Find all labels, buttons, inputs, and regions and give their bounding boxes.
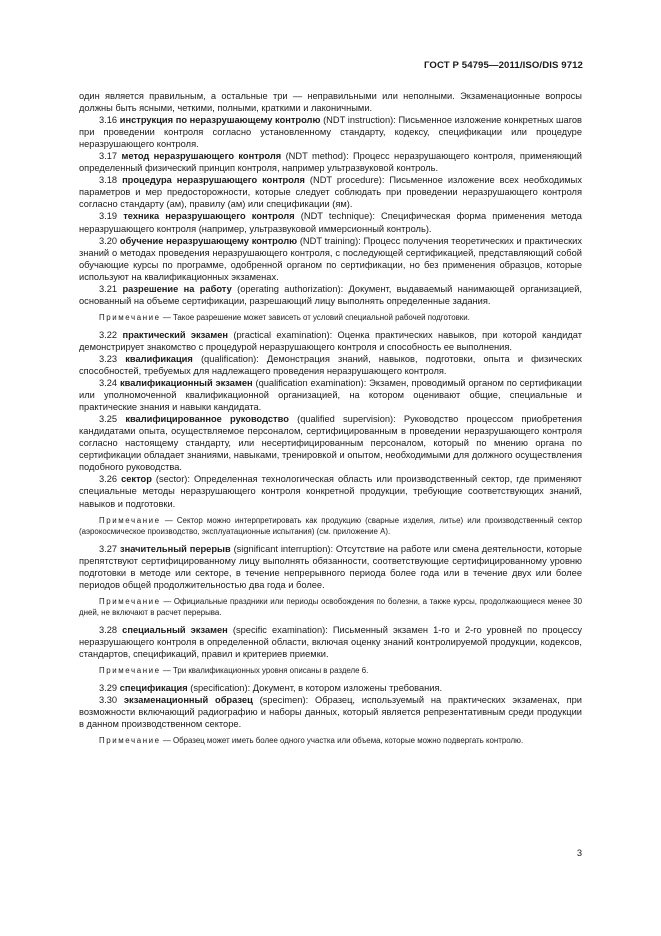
definition-3-22 <box>79 329 582 353</box>
clause-number: 3.23 <box>99 353 118 364</box>
definition-3-24 <box>79 377 582 413</box>
definition-text: (specification): Документ, в котором изложены требования. <box>190 682 443 693</box>
document-body <box>79 90 582 752</box>
definition-text: (qualified supervision): Руководство процессом приобретения кандидатами опыта, осуществляемое персоналом, сертифицированным в проведении неразрушающего контроля согласно настоящему стандарту, или несертифицированным персоналом, который по мнению органа по сертификации обладает знаниями, навыками, тренировкой и опытом, необходимыми для должного осуществления подобного руководства. <box>79 414 582 473</box>
definition-3-25 <box>79 413 582 473</box>
term: квалификация <box>125 353 193 364</box>
note-text: — Официальные праздники или периоды освобождения по болезни, а также курсы, продолжающиеся менее 30 дней, не включают в расчет перерыва. <box>79 596 582 617</box>
note-text: — Такое разрешение может зависеть от условий специальной рабочей подготовки. <box>162 312 470 322</box>
term: метод неразрушающего контроля <box>121 151 282 162</box>
term: техника неразрушающего контроля <box>123 211 295 222</box>
definition-text: (sector): Определенная технологическая область или производственный сектор, где применяют специальные методы неразрушающего контроля конкретной продукции, требующие соответствующих знаний, навыков и подготовки. <box>79 474 582 509</box>
definition-text: (specific examination): Письменный экзамен 1-го и 2-го уровней по процессу неразрушающего контроля в определенной области, включая оценку знаний контролируемой продукции, кодексов, стандартов, спецификаций, правил и критериев приемки. <box>79 624 583 659</box>
clause-number: 3.24 <box>99 378 118 389</box>
term: экзаменационный образец <box>123 694 253 705</box>
definition-text: (NDT procedure): Письменное изложение всех необходимых параметров и мер предосторожности, которые следует соблюдать при проведении неразрушающего контроля согласно стандарту (ам), правилу (ам) или спецификации (ям). <box>79 175 582 210</box>
clause-number: 3.16 <box>99 115 118 126</box>
note <box>79 312 582 323</box>
definition-3-29 <box>79 682 582 694</box>
definition-text: один является правильным, а остальные три — неправильными или неполными. Экзаменационные вопросы должны быть ясными, четкими, полными, краткими и лаконичными. <box>79 91 582 114</box>
note <box>79 735 582 746</box>
definition-text: (specimen): Образец, используемый на практических экзаменах, при возможности включающий радиографию и наборы данных, который является репрезентативным среди продукции в данном производственном секторе. <box>79 694 582 730</box>
term: инструкция по неразрушающему контролю <box>119 115 321 126</box>
definition-3-20 <box>79 235 582 283</box>
term: спецификация <box>119 682 188 693</box>
term: квалификационный экзамен <box>119 378 253 389</box>
note-text: — Три квалификационных уровня описаны в разделе 6. <box>162 665 369 675</box>
clause-number: 3.29 <box>99 682 118 693</box>
definition-3-18 <box>79 174 582 210</box>
clause-number: 3.18 <box>99 175 118 186</box>
clause-number: 3.21 <box>99 283 118 294</box>
definition-3-27 <box>79 543 582 591</box>
note <box>79 596 582 618</box>
definition-3-26 <box>79 473 582 509</box>
clause-number: 3.25 <box>99 414 118 425</box>
definition-text: (qualification examination): Экзамен, проводимый органом по сертификации или уполномоченной квалификационной организацией, на котором оценивают общие, специальные и практические знания и навыки кандидата. <box>79 378 582 413</box>
definition-text: (qualification): Демонстрация знаний, навыков, подготовки, опыта и физических способностей, требуемых для надлежащего проведения неразрушающего контроля. <box>79 353 582 376</box>
note-label: Примечание <box>99 665 161 675</box>
term: квалифицированное руководство <box>125 414 289 425</box>
definition-3-19 <box>79 210 582 234</box>
definition-text: (significant interruption): Отсутствие на работе или смена деятельности, которые препятствуют сертифицированному лицу выполнять обязанности, соответствующие сертифицированному уровню подготовки в методе или секторе, в течение непрерывного периода более года или в течение двух или более периодов общей продолжительностью два года и более. <box>79 543 582 590</box>
clause-number: 3.22 <box>99 329 118 340</box>
term: специальный экзамен <box>122 624 228 635</box>
note-label: Примечание <box>99 736 161 746</box>
clause-number: 3.17 <box>99 151 118 162</box>
definition-3-30 <box>79 694 582 730</box>
definition-3-28 <box>79 624 582 660</box>
note <box>79 665 582 676</box>
term: процедура неразрушающего контроля <box>122 175 305 186</box>
clause-number: 3.26 <box>99 474 118 485</box>
note-label: Примечание <box>99 312 161 322</box>
note-label: Примечание <box>99 515 161 525</box>
definition-3-17 <box>79 150 582 174</box>
term: значительный перерыв <box>119 543 231 554</box>
definition-3-16 <box>79 114 582 150</box>
definition-3-23 <box>79 353 582 377</box>
page-number: 3 <box>576 848 582 858</box>
term: разрешение на работу <box>122 283 232 294</box>
note-label: Примечание <box>99 596 161 606</box>
definition-text: (NDT training): Процесс получения теоретических и практических знаний о методах проведения неразрушающего контроля, с последующей сертификацией, представляющий собой обучающие курсы по программе, одобренной органом по сертификации, но без применения образцов, которые используют на квалификационных экзаменах. <box>79 235 583 282</box>
note <box>79 515 582 537</box>
clause-number: 3.20 <box>99 235 118 246</box>
note-text: — Образец может иметь более одного участка или объема, которые можно подвергать контролю. <box>162 736 524 746</box>
definition-text: (NDT method): Процесс неразрушающего контроля, применяющий определенный физический принцип контроля, например ультразвуковой контроль. <box>79 151 582 174</box>
clause-number: 3.19 <box>99 211 118 222</box>
definition-text: (operating authorization): Документ, выдаваемый нанимающей организацией, основанный на объеме сертификации, разрешающий лицу выполнять определенные задания. <box>79 283 582 306</box>
definition-text: (NDT technique): Специфическая форма применения метода неразрушающего контроля (например, ультразвуковой иммерсионный контроль). <box>79 211 582 234</box>
definition-3-21 <box>79 283 582 307</box>
definition-text: (NDT instruction): Письменное изложение конкретных шагов при проведении контроля согласно установленному стандарту, кодексу, спецификации или процедуре неразрушающего контроля. <box>79 115 582 150</box>
definition-text: (practical examination): Оценка практических навыков, при которой кандидат демонстрирует знакомство с процедурой неразрушающего контроля и способность ее выполнения. <box>79 329 582 352</box>
paragraph-continuation <box>79 90 582 114</box>
document-header: ГОСТ Р 54795—2011/ISO/DIS 9712 <box>424 60 583 71</box>
note-text: — Сектор можно интерпретировать как продукцию (сварные изделия, литье) или производственный сектор (аэрокосмическое производство, эксплуатационные испытания) (см. приложение А). <box>79 515 582 536</box>
clause-number: 3.30 <box>99 694 118 705</box>
term: сектор <box>121 474 152 485</box>
clause-number: 3.27 <box>99 543 118 554</box>
term: практический экзамен <box>122 329 228 340</box>
term: обучение неразрушающему контролю <box>119 235 298 246</box>
clause-number: 3.28 <box>99 624 118 635</box>
